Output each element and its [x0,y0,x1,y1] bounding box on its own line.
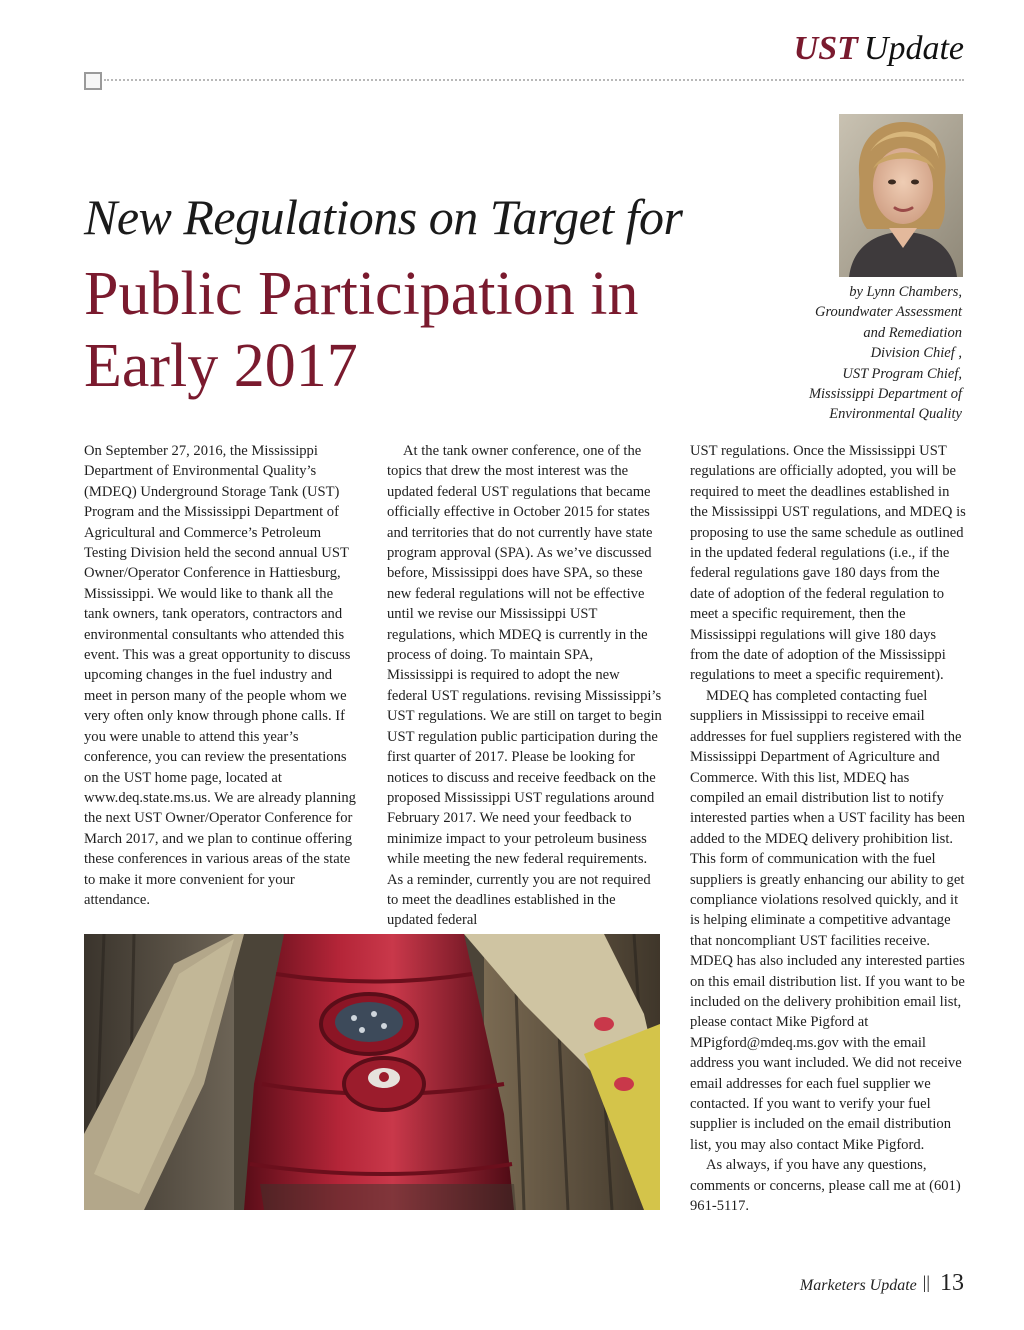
byline-line: Environmental Quality [829,406,962,423]
byline-line: Groundwater Assessment [814,304,962,321]
publication-name: Marketers Update [799,1277,917,1294]
article-column-3 [690,441,966,1216]
tank-installation-photo [84,934,660,1210]
byline-line: by Lynn Chambers, [849,284,962,300]
byline-line: Mississippi Department of [808,386,962,403]
article-kicker: New Regulations on Target for [84,189,683,245]
page-number: 13 [940,1270,964,1296]
page-footer [800,1270,964,1297]
article-column-1 [84,441,360,910]
article-headline: Public Participation in Early 2017 [84,260,639,400]
paragraph: At the tank owner conference, one of the topics that drew the most interest was the updated federal UST regulations that became officially effective in October 2015 for states and territories that do not currently have state program approval (SPA). As we’ve discussed before, Mississippi does have SPA, so these new federal regulations will not be effective until we revise our Mississippi UST regulations, which MDEQ is currently in the process of doing. To maintain SPA, Mississippi is required to adopt the new federal UST regulations. revising Mississippi’s UST regulations. We are still on target to begin UST regulation public participation during the first quarter of 2017. Please be looking for notices to discuss and receive feedback on the proposed Mississippi UST regulations around February 2017. We need your feedback to minimize impact to your petroleum business while meeting the new federal requirements. As a reminder, currently you are not required to meet the deadlines established in the updated federal [387,443,662,929]
author-byline [762,282,962,425]
footer-separator: || [922,1272,930,1292]
section-name: Update [863,30,964,67]
dotted-rule [104,79,964,81]
paragraph: MDEQ has completed contacting fuel suppliers in Mississippi to receive email addresses for fuel suppliers registered with the Mississippi Department of Agriculture and Commerce. With this list, MDEQ has compiled an email distribution list to notify interested parties when a UST facility has been added to the MDEQ delivery prohibition list. This form of communication with the fuel suppliers is greatly enhancing our ability to get compliance violations resolved quickly, and it is helping eliminate a competitive advantage that noncompliant UST facilities receive. MDEQ has also included any interested parties on this email distribution list. If you want to be included on the delivery prohibition email list, please contact Mike Pigford at MPigford@mdeq.ms.gov with the email address you want included. We did not receive email addresses for each fuel supplier we contacted. If you want to verify your fuel supplier is included on the email distribution list, you may also contact Mike Pigford. [690,687,965,1153]
header-divider [84,72,964,90]
byline-line: Division Chief , [870,345,962,362]
section-header [794,30,964,68]
paragraph: As always, if you have any questions, comments or concerns, please call me at (601) 961-5117. [690,1157,961,1215]
author-photo [839,114,963,277]
section-brand: UST [793,30,858,67]
byline-line: UST Program Chief, [842,365,962,382]
paragraph: UST regulations. Once the Mississippi UST regulations are officially adopted, you will be required to meet the deadlines established in the Mississippi UST regulations, and MDEQ is proposing to use the same schedule as outlined in the updated federal regulations (i.e., if the federal regulations gave 180 days from the date of adoption of the federal regulation to meet a specific requirement, then the Mississippi regulations will give 180 days from the date of adoption of the Mississippi regulations to meet a specific requirement). [690,443,966,684]
paragraph: On September 27, 2016, the Mississippi Department of Environmental Quality’s (MDEQ) Underground Storage Tank (UST) Program and the Mississippi Department of Agricultural and Commerce’s Petroleum Testing Division held the second annual UST Owner/Operator Conference in Hattiesburg, Mississippi. We would like to thank all the tank owners, tank operators, contractors and environmental consultants who attended this event. This was a great opportunity to discuss upcoming changes in the fuel industry and meet in person many of the people whom we very often only know through phone calls. If you were unable to attend this year’s conference, you can review the presentations on the UST home page, located at www.deq.state.ms.us. We are already planning the next UST Owner/Operator Conference for March 2017, and we plan to continue offering these conferences in various areas of the state to make it more convenient for your attendance. [84,443,356,908]
square-outline-icon [84,72,102,90]
article-column-2 [387,441,663,931]
byline-line: and Remediation [863,324,962,341]
